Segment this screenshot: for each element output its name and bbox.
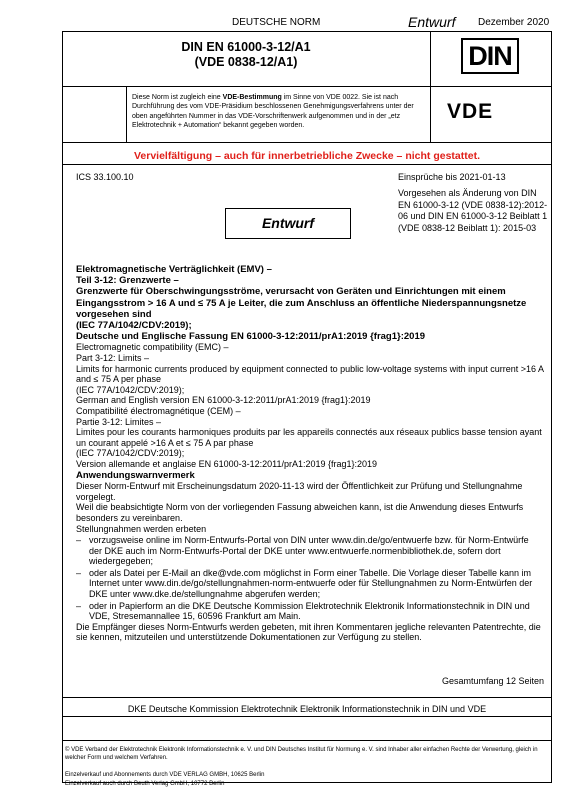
objection-deadline: Einsprüche bis 2021-01-13	[398, 172, 506, 182]
divider	[430, 86, 431, 142]
list-item: – oder in Papierform an die DKE Deutsche Kommission Elektrotechnik Elektronik Informationstechnik in DIN und VDE, Stresemannallee 15, 60596 Frankfurt am Main.	[76, 600, 530, 622]
copy-warning: Vervielfältigung – auch für innerbetriebliche Zwecke – nicht gestattet.	[133, 150, 480, 162]
dke-commission: DKE Deutsche Kommission Elektrotechnik Elektronik Informationstechnik in DIN und VDE	[127, 704, 487, 714]
divider	[62, 697, 552, 698]
list-item: – vorzugsweise online im Norm-Entwurfs-Portal von DIN unter www.din.de/go/entwuerfe bzw. für Norm-Entwürfe der DKE auch im Norm-Entwurfs-Portal der DKE unter www.entwuerfe.normenbibliothek.de, sofern dort wiedergegeben;	[76, 535, 529, 567]
norm-label: DEUTSCHE NORM	[232, 17, 321, 28]
ics-code: ICS 33.100.10	[76, 172, 134, 182]
document-header	[0, 14, 566, 32]
main-content	[76, 264, 544, 643]
vde-logo: VDE	[447, 100, 494, 123]
vde-notice: Diese Norm ist zugleich eine VDE-Bestimmung im Sinne von VDE 0022. Sie ist nach Durchführung des vom VDE-Präsidium beschlossenen Genehmigungsverfahrens unter der oben angeführten Nummer in das VDE-Vorschriftenwerk aufgenommen und in der „etz Elektrotechnik + Automation“ bekannt gegeben worden.	[132, 94, 414, 130]
draft-status: Entwurf	[408, 14, 456, 30]
din-logo: DIN	[461, 38, 519, 74]
title-french: Compatibilité électromagnétique (CEM) – Partie 3-12: Limites – Limites pour les courants harmoniques produits par les appareils connectés aux réseaux publics basse tension ayant un courant appelé >16 A et ≤ 75 A par phase (IEC 77A/1042/CDV:2019); Version allemande et anglaise EN 61000-3-12:2011/prA1:2019 {frag1}:2019	[76, 405, 542, 469]
draft-box: Entwurf	[225, 208, 351, 239]
standard-number: DIN EN 61000-3-12/A1	[181, 40, 311, 54]
intended-amendment: Vorgesehen als Änderung von DIN EN 61000-3-12 (VDE 0838-12):2012-06 und DIN EN 61000-3-12 Beiblatt 1 (VDE 0838-12 Beiblatt 1): 2015-03	[398, 188, 548, 233]
title-english: Electromagnetic compatibility (EMC) – Part 3-12: Limits – Limits for harmonic currents produced by equipment connected to public low-voltage systems with input current >16 A and ≤ 75 A per phase (IEC 77A/1042/CDV:2019); German and English version EN 61000-3-12:2011/prA1:2019 {frag1}:2019	[76, 342, 544, 406]
divider	[430, 31, 431, 86]
sales-info: Einzelverkauf und Abonnements durch VDE VERLAG GMBH, 10625 Berlin Einzelverkauf auch durch Beuth Verlag GmbH, 10772 Berlin	[65, 772, 265, 788]
total-pages: Gesamtumfang 12 Seiten	[441, 676, 544, 686]
divider	[62, 86, 552, 87]
title-german: Elektromagnetische Verträglichkeit (EMV) – Teil 3-12: Grenzwerte – Grenzwerte für Oberschwingungsströme, verursacht von Geräten und Einrichtungen mit einem Eingangsstrom > 16 A und ≤ 75 A je Leiter, die zum Anschluss an öffentliche Niederspannungsnetze vorgesehen sind (IEC 77A/1042/CDV:2019); Deutsche und Englische Fassung EN 61000-3-12:2011/prA1:2019 {frag1}:2019	[76, 264, 527, 343]
divider	[126, 86, 127, 142]
vde-number: (VDE 0838-12/A1)	[194, 55, 298, 69]
divider	[62, 740, 552, 741]
issue-date: Dezember 2020	[478, 17, 550, 28]
divider	[62, 142, 552, 143]
divider	[62, 164, 552, 165]
application-warning: Anwendungswarnvermerk Dieser Norm-Entwurf mit Erscheinungsdatum 2020-11-13 wird der Öffentlichkeit zur Prüfung und Stellungnahme vorgelegt. Weil die beabsichtigte Norm von der vorliegenden Fassung abweichen kann, ist die Anwendung dieses Entwurfs besonders zu vereinbaren. Stellungnahmen werden erbeten – vorzugsweise online im Norm-Entwurfs-Portal von DIN unter www.din.de/go/entwuerfe bzw. für Norm-Entwürfe der DKE auch im Norm-Entwurfs-Portal der DKE unter www.entwuerfe.normenbibliothek.de, sofern dort wiedergegeben; – oder als Datei per E-Mail an dke@vde.com möglichst in Form einer Tabelle. Die Vorlage dieser Tabelle kann im Internet unter www.din.de/go/stellungnahmen-norm-entwuerfe oder für Stellungnahmen zu Norm-Entwürfen der DKE unter www.dke.de/stellungnahme abgerufen werden; – oder in Papierform an die DKE Deutsche Kommission Elektrotechnik Elektronik Informationstechnik in DIN und VDE, Stresemannallee 15, 60596 Frankfurt am Main. Die Empfänger dieses Norm-Entwurfs werden gebeten, mit ihren Kommentaren jegliche relevanten Patentrechte, die sie kennen, mitzuteilen und unterstützende Dokumentationen zur Verfügung zu stellen.	[76, 471, 544, 644]
application-warning-heading: Anwendungswarnvermerk	[76, 469, 195, 481]
document-title	[62, 40, 430, 70]
divider	[62, 716, 552, 717]
list-item: – oder als Datei per E-Mail an dke@vde.com möglichst in Form einer Tabelle. Die Vorlage dieser Tabelle kann im Internet unter www.din.de/go/stellungnahmen-norm-entwuerfe oder für Stellungnahmen zu Norm-Entwürfen der DKE unter www.dke.de/stellungnahme abgerufen werden;	[76, 567, 533, 600]
copyright-notice: © VDE Verband der Elektrotechnik Elektronik Informationstechnik e. V. und DIN Deutsches Institut für Normung e. V. sind Inhaber aller einfachen Rechte der Verwertung, gleich in welcher Form und welchem Verfahren.	[65, 747, 538, 761]
